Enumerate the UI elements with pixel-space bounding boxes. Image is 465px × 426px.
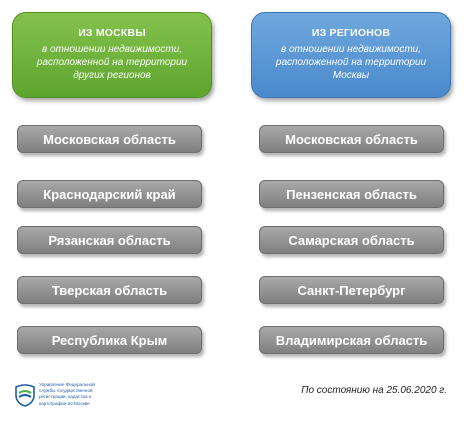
region-right-3: Самарская область [259,226,444,254]
region-left-4: Тверская область [17,276,202,304]
from-regions-title: ИЗ РЕГИОНОВ [311,27,391,39]
from-regions-header [251,12,451,98]
region-left-3: Рязанская область [17,226,202,254]
logo-caption-line1: Управление Федеральной [39,382,95,387]
from-moscow-desc-line1: в отношении недвижимости, [41,44,182,55]
from-moscow-desc-line3: других регионов [73,70,151,81]
from-regions-desc-line1: в отношении недвижимости, [280,44,421,55]
rosreestr-logo-icon [14,383,36,407]
from-moscow-header [12,12,212,98]
region-right-5: Владимирская область [259,326,444,354]
logo-caption-line2: службы государственной [39,388,93,394]
region-right-2: Пензенская область [259,180,444,208]
from-moscow-desc-line2: расположенной на территории [36,57,188,68]
region-left-5: Республика Крым [17,326,202,354]
from-moscow-description [21,43,203,82]
region-right-4: Санкт-Петербург [259,276,444,304]
from-regions-desc-line3: Москвы [332,70,370,81]
region-right-1: Московская область [259,125,444,153]
logo-caption-line3: регистрации, кадастра и [39,394,92,400]
from-moscow-title: ИЗ МОСКВЫ [78,27,146,39]
logo-caption-line4: картографии по Москве [39,400,90,406]
from-regions-desc-line2: расположенной на территории [275,57,427,68]
region-left-2: Краснодарский край [17,180,202,208]
from-regions-description [260,43,442,82]
logo-caption [39,382,159,407]
status-date: По состоянию на 25.06.2020 г. [301,385,447,396]
region-left-1: Московская область [17,125,202,153]
